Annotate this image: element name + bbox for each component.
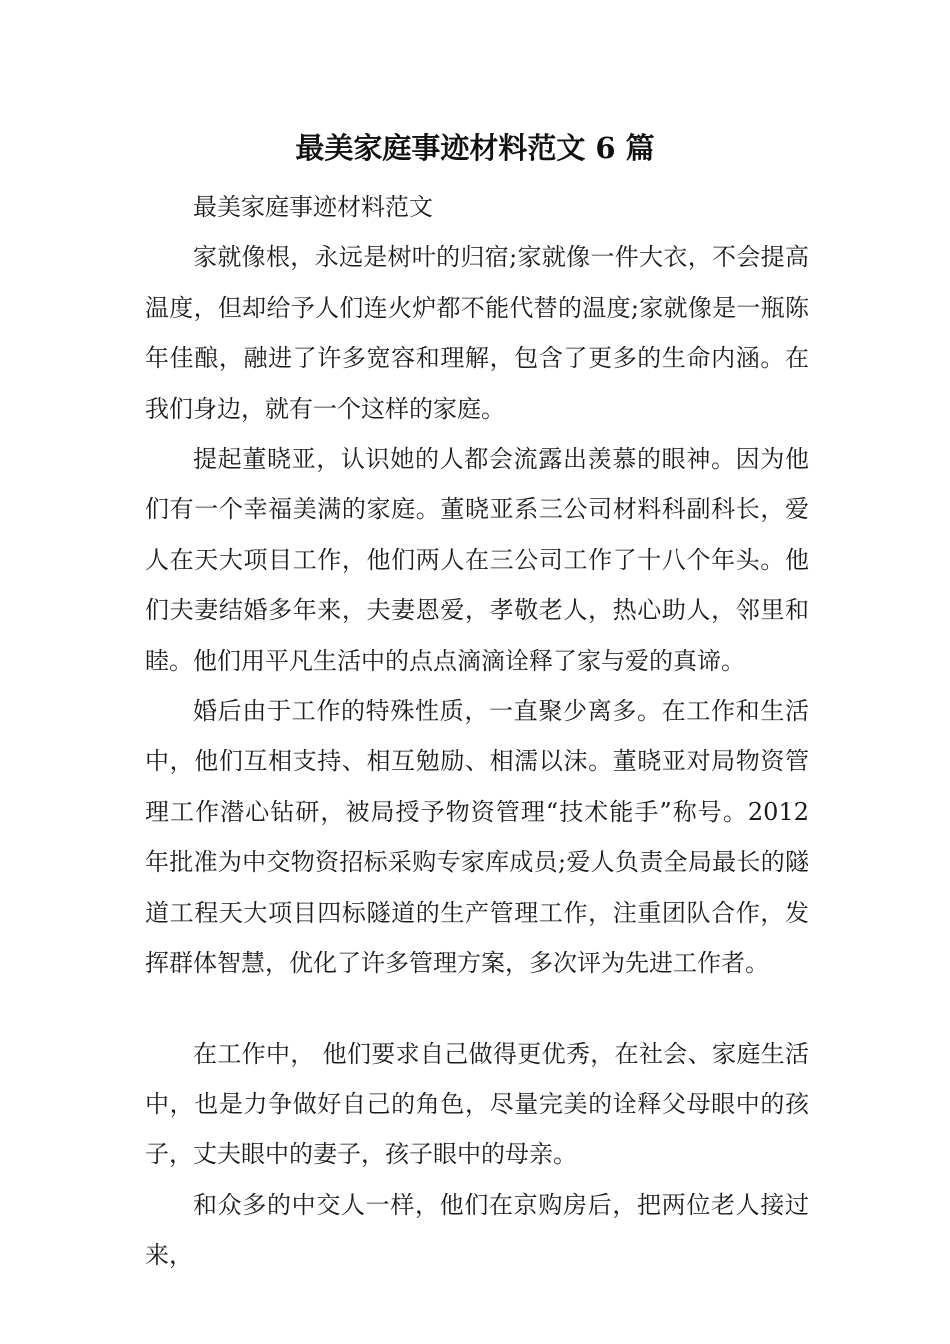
paragraph-3: 婚后由于工作的特殊性质，一直聚少离多。在工作和生活中，他们互相支持、相互勉励、相濡以沫。董晓亚对局物资管理工作潜心钻研，被局授予物资管理“技术能手”称号。2012 年批准为中交物资招标采购专家库成员;爱人负责全局最长的隧道工程天大项目四标隧道的生产管理工作，注重团队合作，发挥群体智慧，优化了许多管理方案，多次评为先进工作者。 [145,697,809,978]
document-subtitle: 最美家庭事迹材料范文 [193,193,433,221]
paragraph-1: 家就像根，永远是树叶的归宿;家就像一件大衣，不会提高温度，但却给予人们连火炉都不能代替的温度;家就像是一瓶陈年佳酿，融进了许多宽容和理解，包含了更多的生命内涵。在我们身边，就有一个这样的家庭。 [145,243,809,423]
paragraph-4: 在工作中， 他们要求自己做得更优秀，在社会、家庭生活中，也是力争做好自己的角色，尽量完美的诠释父母眼中的孩子，丈夫眼中的妻子，孩子眼中的母亲。 [145,1039,809,1169]
paragraph-5: 和众多的中交人一样，他们在京购房后，把两位老人接过来， [145,1190,809,1270]
document-title: 最美家庭事迹材料范文 6 篇 [295,131,655,165]
paragraph-2: 提起董晓亚，认识她的人都会流露出羡慕的眼神。因为他们有一个幸福美满的家庭。董晓亚系三公司材料科副科长，爱人在天大项目工作，他们两人在三公司工作了十八个年头。他们夫妻结婚多年来，夫妻恩爱，孝敬老人，热心助人，邻里和睦。他们用平凡生活中的点点滴滴诠释了家与爱的真谛。 [145,445,809,675]
document-body [145,182,809,1281]
